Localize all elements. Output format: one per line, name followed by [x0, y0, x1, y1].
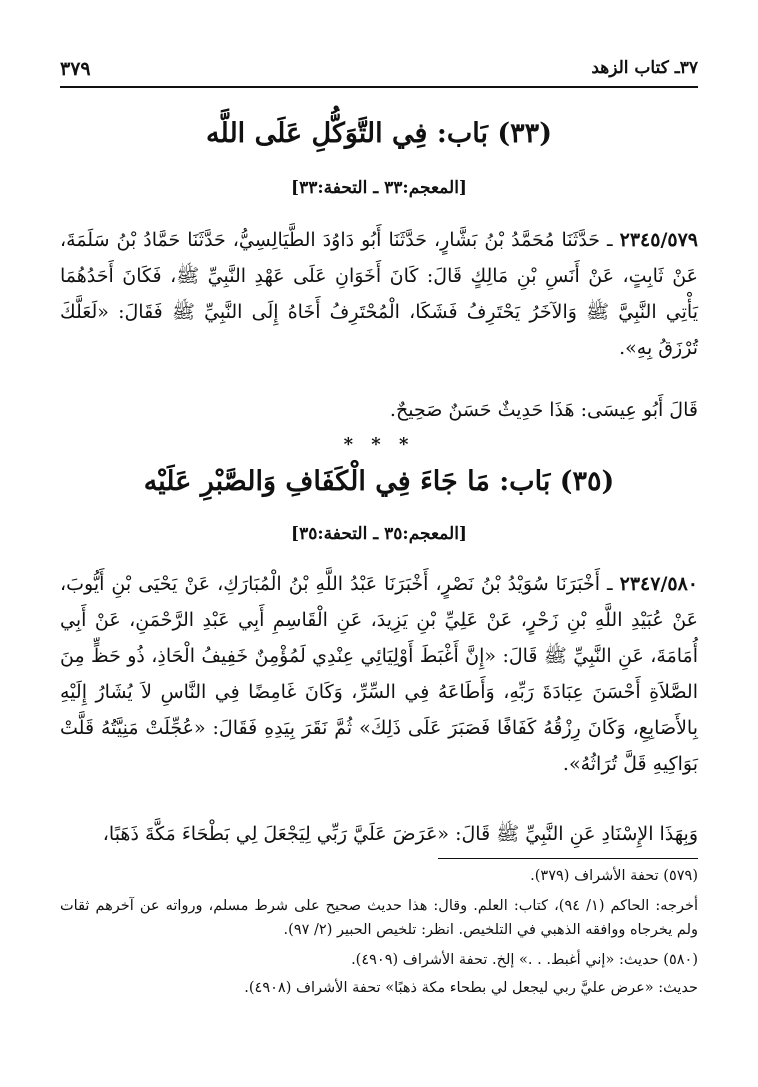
hadith-580-continuation: وَبِهَذَا الإِسْنَادِ عَنِ النَّبِيِّ ﷺ قَالَ: «عَرَضَ عَلَيَّ رَبِّي لِيَجْعَلَ لِي بَطْحَاءَ مَكَّةَ ذَهَبًا،: [102, 823, 698, 845]
footnote-580-second: حديث: «عرض عليَّ ربي ليجعل لي بطحاء مكة ذهبًا» تحفة الأشراف (٤٩٠٨).: [244, 980, 698, 996]
chapter-33-reference: [المعجم:٣٣ ـ التحفة:٣٣]: [291, 178, 467, 198]
chapter-35-reference: [المعجم:٣٥ ـ التحفة:٣٥]: [291, 524, 467, 544]
running-title: ٣٧ـ كتاب الزهد: [591, 58, 698, 78]
hadith-580-number: ٢٣٤٧/٥٨٠: [619, 573, 698, 595]
header-rule: [60, 86, 698, 88]
hadith-580: [60, 566, 698, 782]
chapter-33-title: (٣٣) بَاب: فِي التَّوَكُّلِ عَلَى اللَّه: [206, 118, 552, 149]
chapter-35-title: (٣٥) بَاب: مَا جَاءَ فِي الْكَفَافِ وَالصَّبْرِ عَلَيْه: [143, 466, 615, 497]
hadith-579-number: ٢٣٤٥/٥٧٩: [619, 229, 699, 251]
hadith-579-grading: قَالَ أَبُو عِيسَى: هَذَا حَدِيثٌ حَسَنٌ صَحِيحٌ.: [389, 399, 698, 421]
hadith-579: [60, 222, 698, 366]
footnotes: [60, 864, 698, 1000]
hadith-579-text: ـ حَدَّثَنَا مُحَمَّدُ بْنُ بَشَّارٍ، حَدَّثَنَا أَبُو دَاوُدَ الطَّيَالِسِيُّ، حَدَّثَنَا حَمَّادُ بْنُ سَلَمَةَ، عَنْ ثَابِتٍ، عَنْ أَنَسِ بْنِ مَالِكٍ قَالَ: كَانَ أَخَوَانِ عَلَى عَهْدِ النَّبِيِّ ﷺ، فَكَانَ أَحَدُهُمَا يَأْتِي النَّبِيَّ ﷺ وَالآخَرُ يَحْتَرِفُ فَشَكَا، الْمُحْتَرِفُ أَخَاهُ إِلَى النَّبِيِّ ﷺ فَقَالَ: «لَعَلَّكَ تُرْزَقُ بِهِ».: [60, 229, 698, 359]
page-number: ٣٧٩: [60, 58, 91, 80]
footnote-579-takhrij: أخرجه: الحاكم (١/ ٩٤)، كتاب: العلم. وقال: هذا حديث صحيح على شرط مسلم، ورواته عن آخرهم ثقات ولم يخرجاه ووافقه الذهبي في التلخيص. انظر: تلخيص الحبير (٢/ ٩٧).: [60, 898, 698, 938]
hadith-580-text: ـ أَخْبَرَنَا سُوَيْدُ بْنُ نَصْرٍ، أَخْبَرَنَا عَبْدُ اللَّهِ بْنُ الْمُبَارَكِ، عَنْ يَحْيَى بْنِ أَيُّوبَ، عَنْ عُبَيْدِ اللَّهِ بْنِ زَحْرٍ، عَنْ عَلِيِّ بْنِ يَزِيدَ، عَنِ الْقَاسِمِ أَبِي عَبْدِ الرَّحْمَنِ، عَنْ أَبِي أُمَامَةَ، عَنِ النَّبِيِّ ﷺ قَالَ: «إِنَّ أَغْبَطَ أَوْلِيَائِي عِنْدِي لَمُؤْمِنٌ خَفِيفُ الْحَاذِ، ذُو حَظٍّ مِنَ الصَّلاَةِ أَحْسَنَ عِبَادَةَ رَبِّهِ، وَأَطَاعَهُ فِي السِّرِّ، وَكَانَ غَامِضًا فِي النَّاسِ لاَ يُشَارُ إِلَيْهِ بِالأَصَابِعِ، وَكَانَ رِزْقُهُ كَفَافًا فَصَبَرَ عَلَى ذَلِكَ» ثُمَّ نَقَرَ بِيَدِهِ فَقَالَ: «عُجِّلَتْ مَنِيَّتُهُ قَلَّتْ بَوَاكِيهِ قَلَّ تُرَاثُهُ».: [60, 573, 698, 775]
footnote-rule: [438, 858, 698, 859]
section-separator: * * *: [343, 434, 415, 455]
footnote-580-ref: (٥٨٠) حديث: «إني أغبط. . .» إلخ. تحفة الأشراف (٤٩٠٩).: [351, 952, 698, 968]
footnote-579-ref: (٥٧٩) تحفة الأشراف (٣٧٩).: [530, 868, 698, 884]
page-header: [60, 58, 698, 84]
